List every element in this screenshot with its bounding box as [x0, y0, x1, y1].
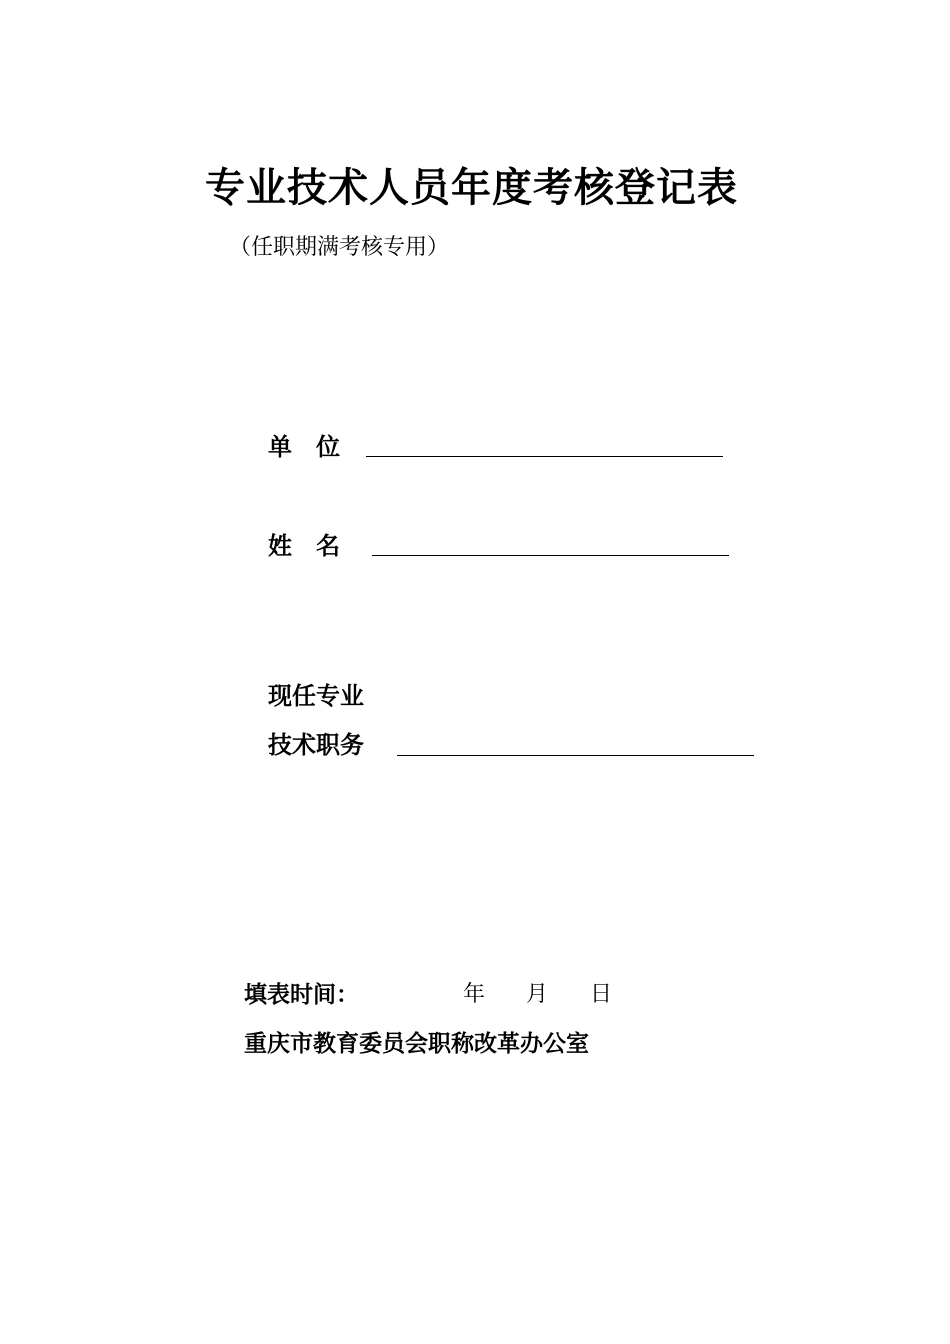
unit-label-text: 单 位	[268, 432, 340, 461]
month-label: 月	[526, 982, 549, 1007]
name-label-text: 姓 名	[268, 531, 340, 560]
year-label: 年	[463, 982, 486, 1007]
day-label: 日	[590, 982, 613, 1007]
fill-date-label: 填表时间：	[244, 981, 359, 1008]
unit-label	[268, 432, 340, 461]
name-field[interactable]	[372, 555, 729, 556]
issuer-name: 重庆市教育委员会职称改革办公室	[244, 1030, 589, 1057]
position-label-line2: 技术职务	[268, 730, 364, 759]
form-title: 专业技术人员年度考核登记表	[205, 164, 738, 211]
form-subtitle: （任职期满考核专用）	[229, 235, 450, 260]
unit-field[interactable]	[366, 456, 723, 457]
name-label	[268, 531, 340, 560]
position-field[interactable]	[397, 755, 754, 756]
position-label-line1: 现任专业	[268, 681, 364, 710]
